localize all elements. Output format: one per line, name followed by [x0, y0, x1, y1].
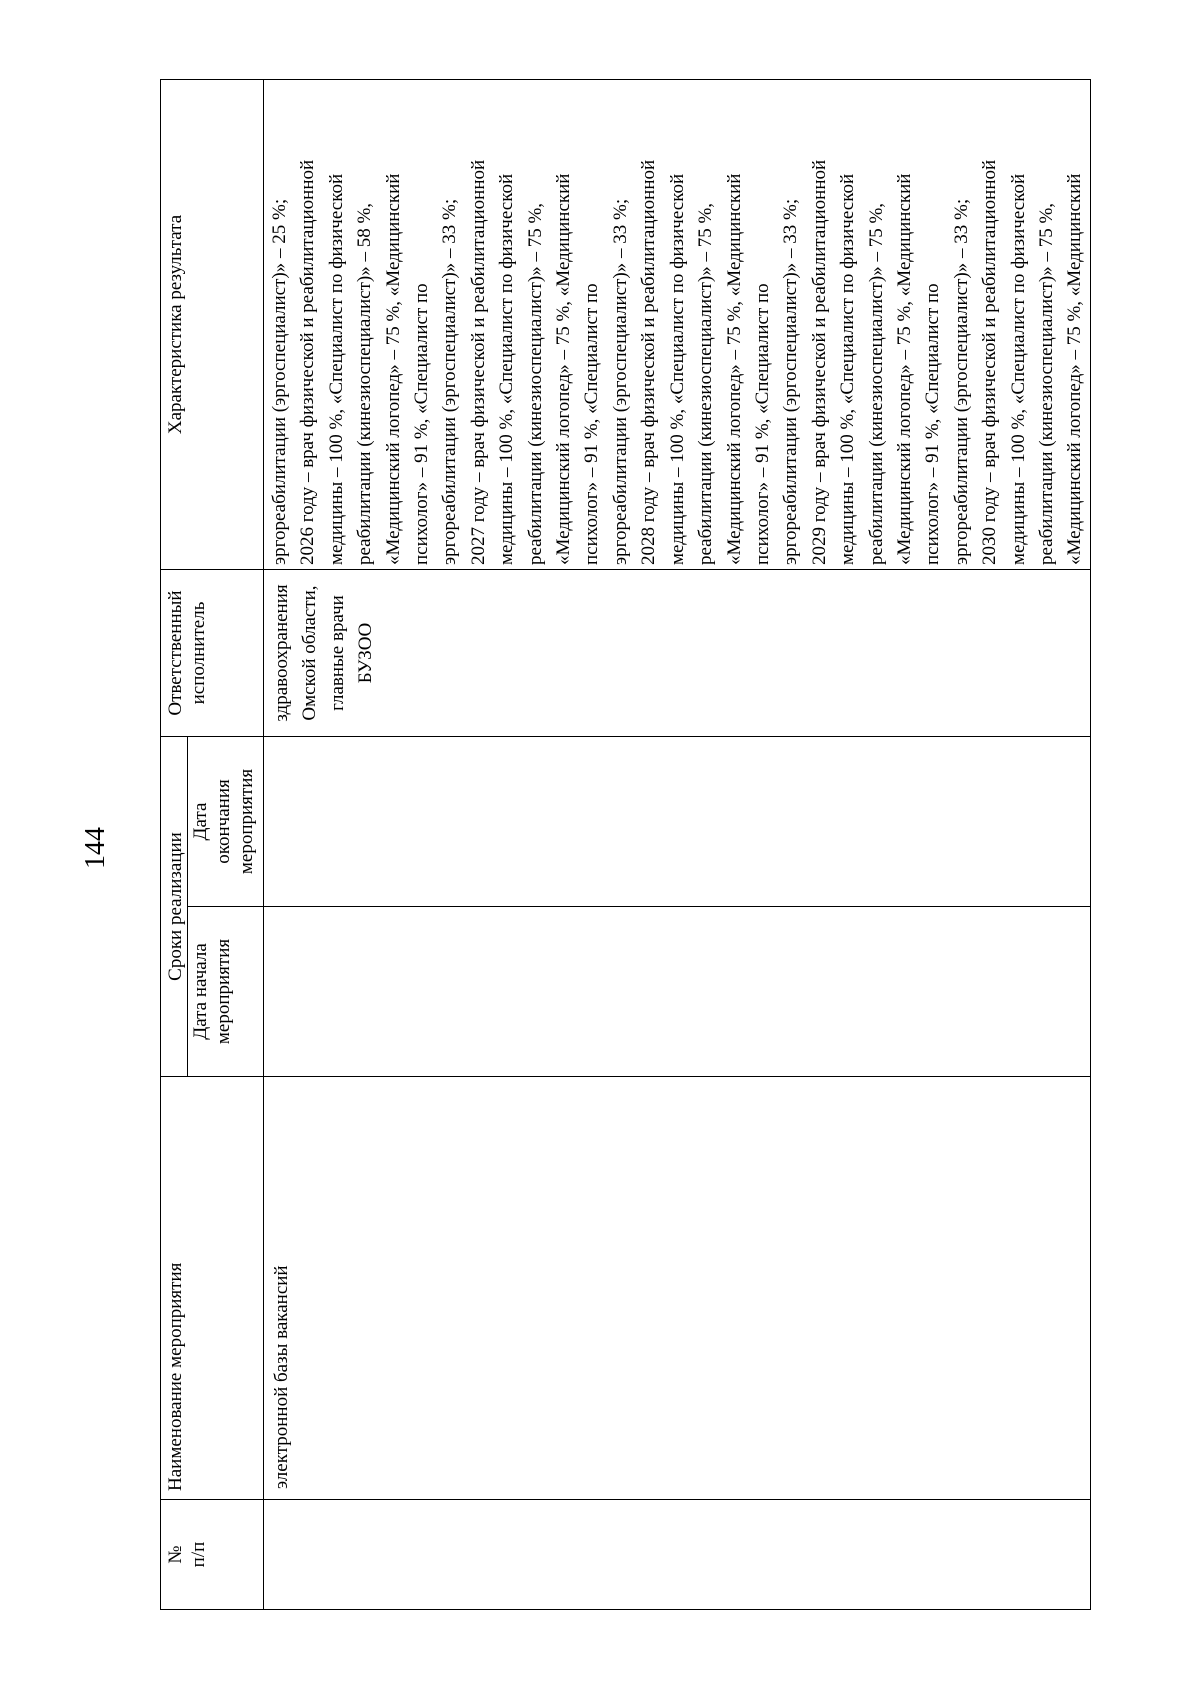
measures-table — [160, 79, 1091, 1610]
result-line: 2030 году – врач физической и реабилитационной — [979, 159, 1001, 565]
result-line: 2026 году – врач физической и реабилитационной — [297, 159, 319, 565]
result-line: «Медицинский логопед» – 75 %, «Медицинский — [553, 173, 575, 565]
result-line: «Медицинский логопед» – 75 %, «Медицинский — [893, 173, 915, 565]
header-end-line-3: мероприятия — [236, 768, 257, 875]
result-line: эргореабилитации (эргоспециалист)» – 33 %; — [609, 198, 631, 565]
header-end-date — [188, 737, 264, 907]
header-responsible-line-2: исполнитель — [188, 601, 209, 705]
result-line: 2029 году – врач физической и реабилитационной — [808, 159, 830, 565]
result-line: «Медицинский логопед» – 75 %, «Медицинский — [1064, 173, 1086, 565]
cell-result — [264, 80, 1091, 570]
result-line: реабилитации (кинезиоспециалист)» – 75 %, — [695, 202, 717, 565]
header-start-line-1: Дата начала — [190, 943, 211, 1040]
result-line: реабилитации (кинезиоспециалист)» – 75 %, — [865, 202, 887, 565]
result-line: 2027 году – врач физической и реабилитационной — [467, 159, 489, 565]
responsible-line: Омской области, — [299, 585, 320, 721]
result-line: эргореабилитации (эргоспециалист)» – 33 %; — [950, 198, 972, 565]
responsible-line: здравоохранения — [271, 584, 292, 722]
cell-start-date — [264, 907, 1091, 1077]
result-line: медицины – 100 %, «Специалист по физической — [325, 173, 347, 565]
responsible-line: БУЗОО — [355, 622, 376, 684]
rotated-table — [160, 80, 1087, 1610]
table-row — [264, 80, 1091, 1610]
header-number-line-2: п/п — [188, 1541, 209, 1568]
header-period: Сроки реализации — [161, 737, 188, 1077]
result-line: психолог» – 91 %, «Специалист по — [411, 283, 433, 565]
document-table-container — [160, 80, 1087, 1610]
cell-responsible — [264, 570, 1091, 737]
result-line: «Медицинский логопед» – 75 %, «Медицинский — [723, 173, 745, 565]
responsible-line: главные врачи — [327, 595, 348, 711]
cell-number — [264, 1500, 1091, 1610]
result-line: эргореабилитации (эргоспециалист)» – 33 %; — [439, 198, 461, 565]
header-end-line-2: окончания — [213, 779, 234, 864]
result-line: реабилитации (кинезиоспециалист)» – 75 %, — [524, 202, 546, 565]
result-line: психолог» – 91 %, «Специалист по — [581, 283, 603, 565]
result-line: медицины – 100 %, «Специалист по физической — [496, 173, 518, 565]
page-number: 144 — [80, 827, 111, 869]
header-responsible — [161, 570, 264, 737]
cell-end-date — [264, 737, 1091, 907]
result-line: медицины – 100 %, «Специалист по физической — [1007, 173, 1029, 565]
result-line: эргореабилитации (эргоспециалист)» – 33 %; — [780, 198, 802, 565]
header-result: Характеристика результата — [161, 80, 264, 570]
result-line: психолог» – 91 %, «Специалист по — [751, 283, 773, 565]
result-line: реабилитации (кинезиоспециалист)» – 75 %, — [1035, 202, 1057, 565]
result-line: медицины – 100 %, «Специалист по физической — [837, 173, 859, 565]
header-number-line-1: № — [165, 1545, 186, 1564]
result-line: психолог» – 91 %, «Специалист по — [922, 283, 944, 565]
header-start-line-2: мероприятия — [213, 938, 234, 1045]
result-line: реабилитации (кинезиоспециалист)» – 58 %, — [354, 202, 376, 565]
result-line: 2028 году – врач физической и реабилитационной — [638, 159, 660, 565]
header-end-line-1: Дата — [190, 802, 211, 841]
result-line: медицины – 100 %, «Специалист по физической — [666, 173, 688, 565]
result-line: эргореабилитации (эргоспециалист)» – 25 %; — [269, 198, 290, 565]
header-number — [161, 1500, 264, 1610]
cell-measure-name: электронной базы вакансий — [264, 1077, 1091, 1500]
result-line: «Медицинский логопед» – 75 %, «Медицинский — [382, 173, 404, 565]
header-responsible-line-1: Ответственный — [165, 590, 186, 716]
header-name: Наименование мероприятия — [161, 1077, 264, 1500]
header-start-date — [188, 907, 264, 1077]
